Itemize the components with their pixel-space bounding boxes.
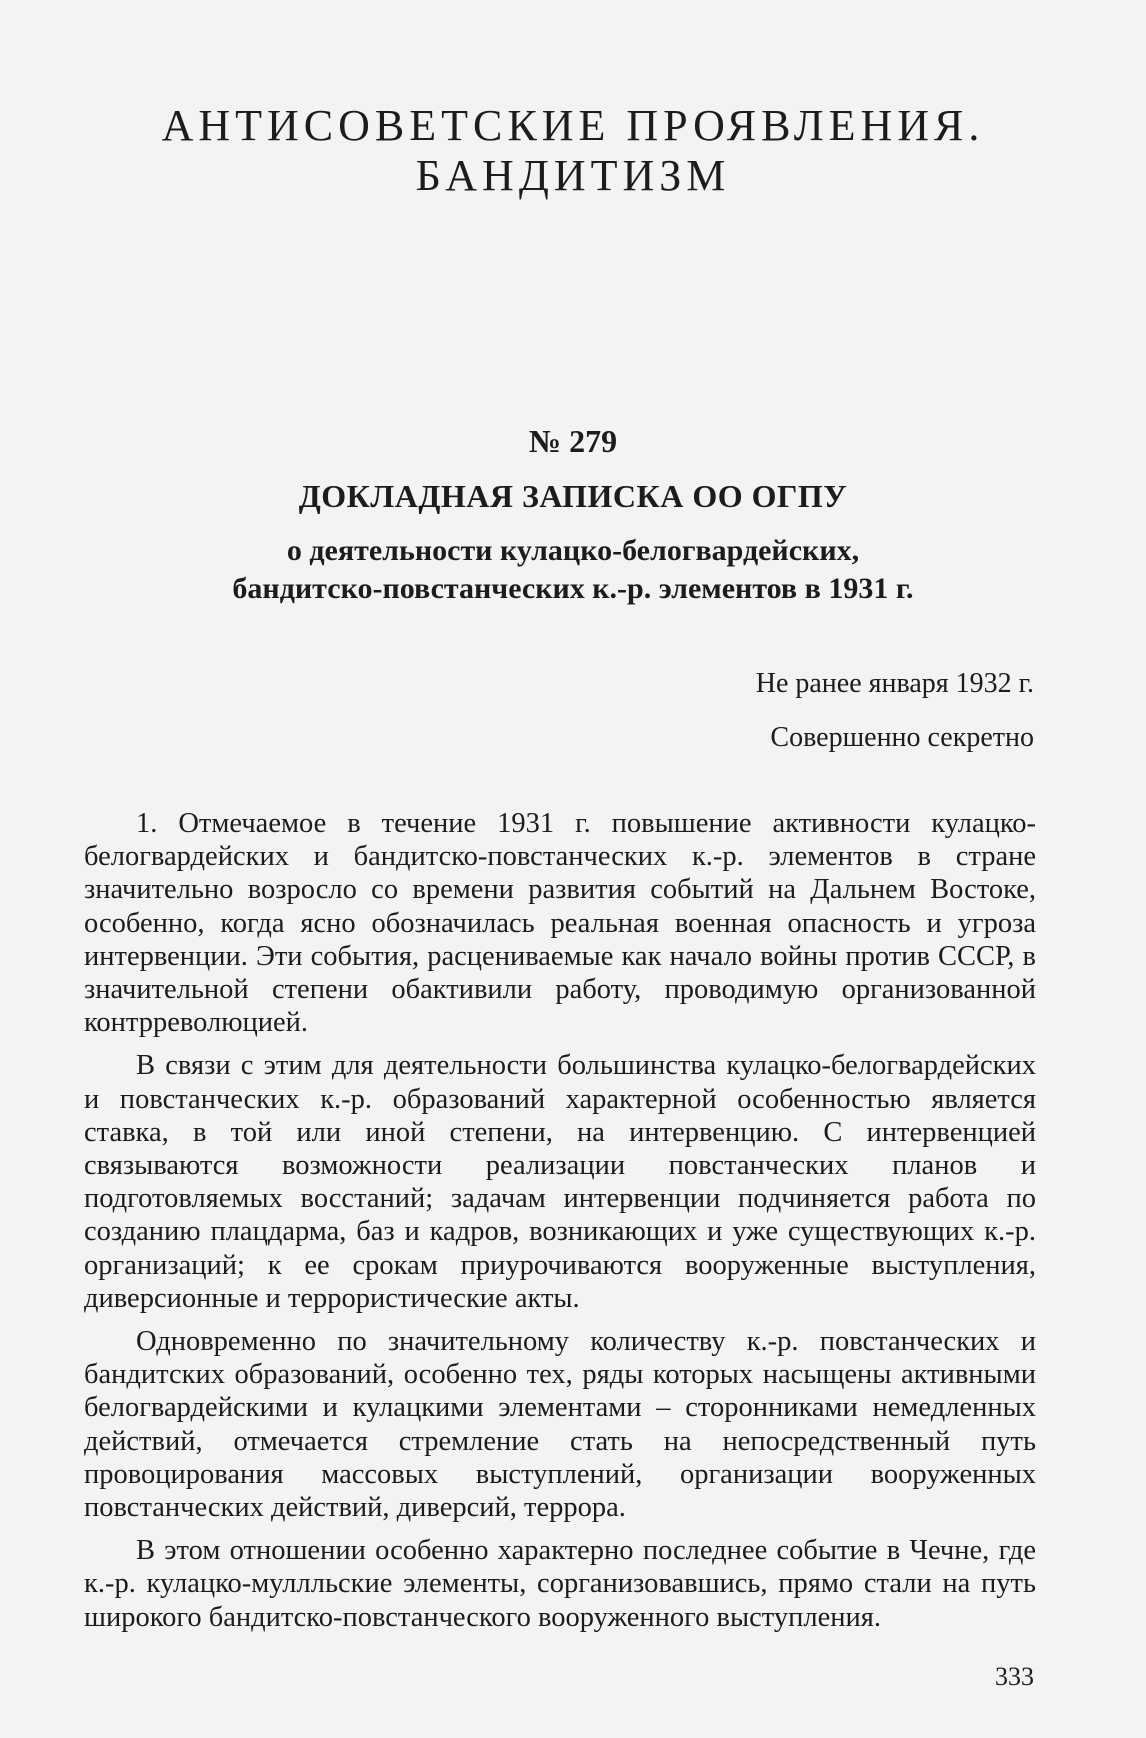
document-subtitle-line2: бандитско-повстанческих к.-р. элементов в 1931 г. — [232, 572, 914, 605]
document-subtitle-line1: о деятельности кулацко-белогвардейских, — [286, 534, 860, 567]
document-date: Не ранее января 1932 г. — [755, 668, 1034, 699]
section-heading-line1: АНТИСОВЕТСКИЕ ПРОЯВЛЕНИЯ. — [161, 101, 985, 150]
document-number: № 279 — [528, 423, 618, 459]
page-number: 333 — [995, 1662, 1034, 1691]
classification-label: Совершенно секретно — [770, 722, 1034, 753]
document-title: ДОКЛАДНАЯ ЗАПИСКА ОО ОГПУ — [298, 478, 848, 514]
paragraph: В этом отношении особенно характерно последнее событие в Чечне, где к.-р. кулацко-муллльские элементы, сорганизовавшись, прямо стали на путь широкого бандитско-повстанческого вооруженного выступления. — [84, 1535, 1036, 1633]
paragraph: Одновременно по значительному количеству к.-р. повстанческих и бандитских образований, особенно тех, ряды которых насыщены активными белогвардейскими и кулацкими элементами – сторонниками немедленных действий, отмечается стремление стать на непосредственный путь провоцирования массовых выступлений, организации вооруженных повстанческих действий, диверсий, террора. — [84, 1326, 1036, 1524]
section-heading-line2: БАНДИТИЗМ — [415, 151, 731, 200]
paragraph: В связи с этим для деятельности большинства кулацко-белогвардейских и повстанческих к.-р. образований характерной особенностью является ставка, в той или иной степени, на интервенцию. С интервенцией связываются возможности реализации повстанческих планов и подготовляемых восстаний; задачам интервенции подчиняется работа по созданию плацдарма, баз и кадров, возникающих и уже существующих к.-р. организаций; к ее срокам приурочиваются вооруженные выступления, диверсионные и террористические акты. — [84, 1050, 1036, 1314]
document-subtitle — [0, 532, 1146, 608]
paragraph: 1. Отмечаемое в течение 1931 г. повышение активности кулацко-белогвардейских и бандитско-повстанческих к.-р. элементов в стране значительно возросло со времени развития событий на Дальнем Востоке, особенно, когда ясно обозначилась реальная военная опасность и угроза интервенции. Эти события, расцениваемые как начало войны против СССР, в значительной степени обактивили работу, проводимую организованной контрреволюцией. — [84, 808, 1036, 1039]
body-text — [84, 807, 1036, 1644]
